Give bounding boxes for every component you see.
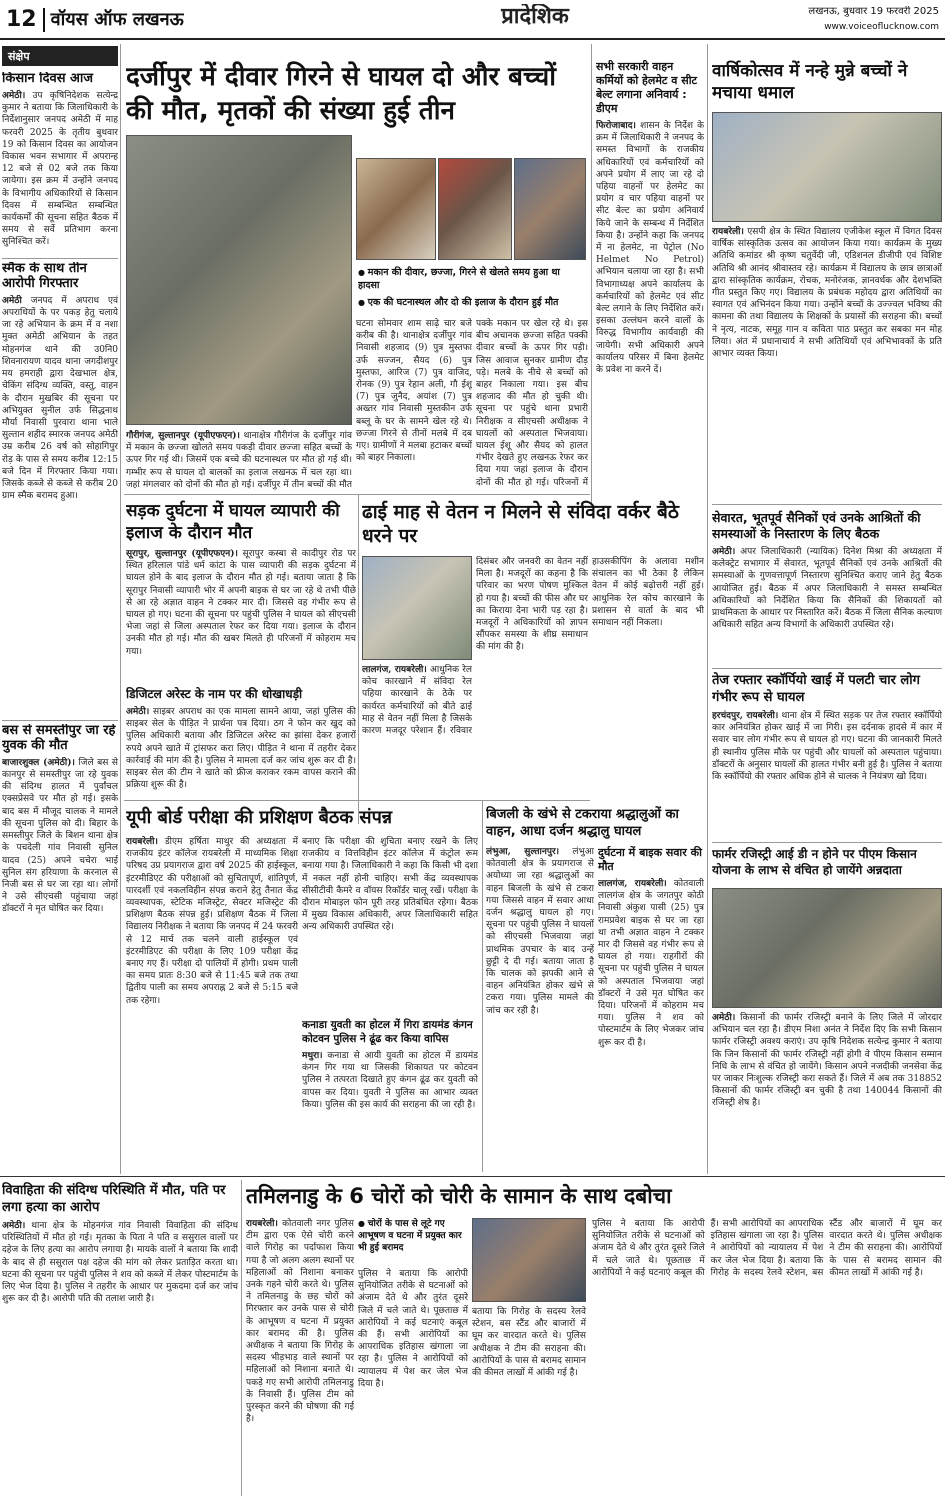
masthead: [0, 0, 945, 40]
farmer-body-box: [712, 1012, 942, 1172]
salary-body-box-2: [476, 556, 588, 736]
function-headline-box: [712, 60, 942, 104]
bike-headline: दुर्घटना में बाइक सवार की मौत: [598, 846, 702, 873]
tamil-bullet-box: [358, 1218, 468, 1254]
lead-bullets: [358, 266, 584, 309]
masthead-divider: [43, 8, 45, 32]
salary-body-1: लालगंज, रायबरेली। आधुनिक रेल कोच कारखाने में संविदा रेल पहिया कारखाने के ठेके पर कार्यरत कर्मचारियों को बीते ढाई माह से वेतन नहीं मिला है जिसके कारण मजदूर परेशान हैं। रविवार: [362, 665, 472, 736]
dowry-body: अमेठी। थाना क्षेत्र के मोहनगंज गांव निवासी विवाहिता की संदिग्ध परिस्थितियों में मौत हो गई। मृतका के पिता ने पति व ससुराल वालों पर दहेज के लिए हत्या का आरोप लगाया है। मायके वालों ने बताया कि शादी के बाद से ही ससुराल पक्ष दहेज की मांग को लेकर प्रताड़ित करता था। घटना की सूचना पर पहुंची पुलिस ने शव को कब्जे में लेकर पोस्टमार्टम के लिए भेज दिया है। पुलिस ने तहरीर के आधार पर मुकदमा दर्ज कर जांच शुरू कर दी है। आरोपी पति की तलाश जारी है।: [2, 1221, 238, 1305]
veterans-headline: सेवारत, भूतपूर्व सैनिकों एवं उनके आश्रितों की समस्याओं के निस्तारण के लिए बैठक: [712, 510, 921, 541]
lead-body-1: गौरीगंज, सुल्तानपुर (यूपीएफएन)। थानाक्षेत्र गौरीगंज के दर्जीपुर गांव में मकान के छज्जा खोलते समय पकड़ी दीवार छज्जा सहित बच्चों के ऊपर गिर गई थी। जिसमें एक बच्चे की घटनास्थल पर मौत हो गई थी। गम्भीर रूप से घायल दो बालकों का इलाज लखनऊ में चल रहा था। जहां मंगलवार को दोनों की मौत हो गई। दर्जीपुर में तीन बच्चों की मौत: [126, 431, 352, 490]
upboard-headline: यूपी बोर्ड परीक्षा की प्रशिक्षण बैठक संपन्न: [126, 807, 393, 828]
divider: [712, 842, 942, 843]
scorpio-story: [712, 672, 942, 835]
farmer-headline-box: [712, 846, 942, 878]
lead-column-1: [126, 430, 352, 490]
column-rule: [482, 800, 483, 1172]
tamil-headline: तमिलनाडु के 6 चोरों को चोरी के सामान के साथ दबोचा: [246, 1184, 672, 1208]
column-rule: [591, 44, 592, 504]
salary-photo: [362, 556, 472, 660]
divider: [712, 504, 942, 505]
kotwan-body: मथुरा। कनाडा से आयी युवती का होटल में डायमंड कंगन गिर गया था जिसकी शिकायत पर कोटवन पुलिस ने तत्परता दिखाते हुए कंगन ढूंढ कर युवती को वापस कर दिया। युवती ने पुलिस का आभार व्यक्त किया। पुलिस की इस कार्य की सराहना की जा रही है।: [302, 1051, 478, 1110]
pole-headline: बिजली के खंभे से टकराया श्रद्धालुओं का वाहन, आधा दर्जन श्रद्धालु घायल: [486, 807, 679, 839]
tamil-body-box-3: [472, 1306, 586, 1494]
tamil-headline-box: [246, 1182, 942, 1210]
dowry-story: [2, 1182, 238, 1490]
section-label: [470, 4, 600, 36]
lead-column-2: [356, 318, 472, 488]
kotwan-story: [302, 1018, 478, 1158]
child-photo-3: [514, 158, 586, 260]
tamil-body-box-1: [246, 1218, 354, 1494]
column-rule: [707, 44, 708, 1174]
dateline: लखनऊ, बुधवार 19 फरवरी 2025: [808, 6, 939, 17]
lead-body-2: घटना सोमवार शाम साढ़े चार बजे करीब की है। थानाक्षेत्र दर्जीपुर गांव निवासी शहजाद (9) पुत्र मुस्तफा उर्फ सज्जन, सैयद (6) पुत्र मुस्तफा, आरिज (7) पुत्र वाजिद, रोनक (9) पुत्र रेहान अली, गौ ईशू (7) पुत्र जुनैद, अयांश (7) पुत्र अख्तर गांव निवासी मुस्तकीन उर्फ बब्लू के घर के सामने खेल रहे थे। छज्जा गिरने से तीनों मलबे में दब गए। ग्रामीणों ने मलबा हटाकर बच्चों को बाहर निकाला।: [356, 319, 472, 464]
brief-body: अमेठी। उप कृषिनिदेशक सत्येन्द्र कुमार ने बताया कि जिलाधिकारी के निर्देशानुसार जनपद अमेठी में माह फरवरी 2025 के तृतीय बुधवार 19 को किसान दिवस का आयोजन विकास भवन सभागार में अपरान्ह 12 बजे से 02 बजे तक किया जायेगा। इस क्रम में उन्होंने जनपद के विभागीय अधिकारियों से किसान दिवस में सम्बन्धित सम्बन्धित कार्यकर्मों की सूचना सहित बैठक में समय से सर्वे प्रतिभाग करना सुनिश्चित करें।: [2, 90, 118, 248]
scorpio-headline: तेज रफ्तार स्कॉर्पियो खाई में पलटी चार लोग गंभीर रूप से घायल: [712, 673, 920, 705]
helmet-headline: सभी सरकारी वाहन कर्मियों को हेलमेट व सीट बेल्ट लगाना अनिवार्य : डीएम: [596, 60, 698, 115]
digital-headline: डिजिटल अरेस्ट के नाम पर की धोखाधड़ी: [126, 687, 303, 701]
divider: [124, 800, 590, 801]
digital-body: अमेठी। साइबर अपराध का एक मामला सामने आया, जहां पुलिस की साइबर सेल के पीड़ित ने प्रार्थना पत्र दिया। ठग ने फोन कर खुद को पुलिस अधिकारी बताया और डिजिटल अरेस्ट का झांसा देकर हजारों रुपये अपने खाते में ट्रांसफर करा लिए। पीड़ित ने थाना में तहरीर देकर कार्रवाई की मांग की है। पुलिस ने मामला दर्ज कर जांच शुरू कर दी है। साइबर सेल की टीम ने खाते को फ्रीज कराकर रकम वापस कराने की प्रक्रिया शुरू की है।: [126, 707, 356, 791]
divider: [712, 668, 942, 669]
salary-body-3: हाउसकीपिंग के अलावा मशीन संचालन का भी ठेका है लेकिन वेतन में कोई बढ़ोत्तरी नहीं हुई। आधुनिक रेल कोच कारखाने के प्रशासन से वार्ता के बाद भी समाधान नहीं निकला।: [592, 557, 704, 629]
tamil-bullet: ● चोरों के पास से लूटे गए आभूषण व घटना में प्रयुक्त कार भी हुई बरामद: [358, 1218, 468, 1254]
column-rule: [358, 494, 359, 824]
website: www.voiceoflucknow.com: [824, 21, 939, 32]
brief-kisan: [2, 72, 118, 270]
function-body-box: [712, 226, 942, 498]
accident-headline: सड़क दुर्घटना में घायल व्यापारी की इलाज के दौरान मौत: [126, 501, 340, 543]
bike-body: लालगंज, रायबरेली। कोतवाली लालगंज क्षेत्र के जगतपुर कोठी निवासी अंकुश पासी (25) पुत्र रामप्रवेश बाइक से घर जा रहा था तभी अज्ञात वाहन ने टक्कर मार दी जिससे वह गंभीर रूप से घायल हो गया। राहगीरों की सूचना पर पहुंची पुलिस ने घायल को अस्पताल भिजवाया जहां डॉक्टरों ने उसे मृत घोषित कर दिया। परिजनों में कोहराम मच गया। पुलिस ने शव को पोस्टमार्टम के लिए भेजकर जांच शुरू कर दी है।: [598, 879, 704, 1048]
farmer-body: अमेठी। किसानों की फार्मर रजिस्ट्री बनाने के लिए जिले में जोरदार अभियान चल रहा है। डीएम निशा अनंत ने निर्देश दिए कि सभी किसान फार्मर रजिस्ट्री अवश्य कराएं। उप कृषि निदेशक सत्येन्द्र कुमार ने बताया कि जिन किसानों की फार्मर रजिस्ट्री नहीं होगी वे पीएम किसान सम्मान निधि के लाभ से वंचित हो जायेंगे। किसान अपने नजदीकी जनसेवा केंद्र पर जाकर निःशुल्क रजिस्ट्री करा सकते हैं। जिले में अब तक 318852 किसानों की फार्मर रजिस्ट्री बन चुकी है तथा 140044 किसानों की रजिस्ट्री शेष है।: [712, 1013, 942, 1109]
brief-body: अमेठी जनपद में अपराध एवं अपराधियों के पर पकड़ हेतु चलाये जा रहे अभियान के क्रम में व नशा मुक्त अमेठी अभियान के तहत मोहनगंज थाने की उ0नि0 शिवनारायण यादव थाना जगदीशपुर मय हमराही द्वारा देखभाल क्षेत्र, चेकिंग संदिग्ध व्यक्ति, वस्तु, वाहन के दौरान मुखबिर की सूचना पर अभियुक्त सुनील उर्फ सिद्धनाथ मौर्या निवासी पुरवारा थाना भाले सुल्तान शहीद स्मारक जनपद अमेठी उम्र करीब 26 वर्ष को सोहागिपुर रोड़ के पास से समय करीब 12:15 बजे दिन में गिरफ्तार किया गया। जिसके कब्जे से कब्जे से करीब 20 ग्राम स्मैक बरामद हुआ।: [2, 295, 118, 502]
column-rule: [120, 44, 121, 1174]
lead-bullet-2: ● एक की घटनास्थल और दो की इलाज के दौरान हुई मौत: [358, 296, 584, 309]
helmet-story: [596, 60, 704, 540]
farmer-photo: [712, 888, 942, 1008]
paper-name: वॉयस ऑफ लखनऊ: [50, 8, 184, 30]
child-photo-1: [356, 158, 436, 260]
tamil-photo: [472, 1218, 586, 1302]
lead-headline-text: दर्जीपुर में दीवार गिरने से घायल दो और बच्चों की मौत, मृतकों की संख्या हुई तीन: [126, 62, 557, 126]
tamil-body-2: पुलिस ने बताया कि आरोपी सुनियोजित तरीके से घटनाओं को अंजाम देते थे और तुरंत दूसरे जिले में चले जाते थे। पूछताछ में आरोपियों ने कई घटनाएं कबूल की हैं। सभी आरोपियों का आपराधिक इतिहास खंगाला जा रहा है। पुलिस ने आरोपियों को न्यायालय में पेश कर जेल भेज दिया है।: [358, 1269, 468, 1389]
lead-body-3: पक्के मकान पर खेल रहे थे। इस बीच अचानक छज्जा सहित पक्की दीवार बच्चों के ऊपर गिर पड़ी। जिस आवाज सुनकर ग्रामीण दौड़ पड़े। मलबे के नीचे से बच्चों को बाहर निकाला गया। इस बीच शहजाद की मौत हो चुकी थी। सूचना पर पहुंचे थाना प्रभारी निरीक्षक व सीएचसी अधीक्षक ने घायलों को अस्पताल भिजवाया। घायल ईशू और सैयद को हालत गंभीर देखते हुए लखनऊ रेफर कर दिया गया जहां इलाज के दौरान दोनों की मौत हो गई। परिजनों में: [476, 319, 588, 488]
veterans-story: [712, 510, 942, 658]
divider: [124, 494, 590, 495]
salary-body-2: दिसंबर और जनवरी का वेतन नहीं मिला है। मजदूरों का कहना है कि परिवार का भरण पोषण मुश्किल हो गया है। बच्चों की फीस और घर का किराया देना भारी पड़ रहा है। मजदूरों ने अधिकारियों को ज्ञापन सौंपकर समस्या के शीघ्र समाधान की मांग की है।: [476, 557, 588, 653]
upboard-body-box-2: [302, 836, 478, 1014]
pole-body: लंभुआ, सुल्तानपुर। लंभुआ कोतवाली क्षेत्र के प्रयागराज से अयोध्या जा रहा श्रद्धालुओं का वाहन बिजली के खंभे से टकरा गया जिससे वाहन में सवार आधा दर्जन श्रद्धालु घायल हो गए। सूचना पर पहुंची पुलिस ने घायलों को सीएचसी भिजवाया जहां प्राथमिक उपचार के बाद उन्हें छुट्टी दे दी गई। बताया जाता है कि चालक को झपकी आने से वाहन अनियंत्रित होकर खंभे से टकरा गया। पुलिस मामले की जांच कर रही है।: [486, 847, 594, 1016]
salary-body-box-3: [592, 556, 704, 736]
lead-bullet-1: ● मकान की दीवार, छज्जा, गिरने से खेलते समय हुआ था हादसा: [358, 266, 584, 292]
function-headline: वार्षिकोत्सव में नन्हे मुन्ने बच्चों ने मचाया धमाल: [712, 61, 908, 103]
lead-headline: [126, 60, 586, 128]
section-name: प्रादेशिक: [501, 4, 569, 29]
upboard-body-box-1: [126, 836, 298, 1166]
brief-headline: स्मैक के साथ तीन आरोपी गिरफ्तार: [2, 262, 87, 291]
masthead-left: [6, 6, 184, 34]
child-photo-2: [438, 158, 512, 260]
divider: [2, 720, 118, 721]
digital-story: [126, 686, 356, 812]
page-number: 12: [6, 7, 37, 33]
lead-column-3: [476, 318, 588, 488]
kotwan-headline: कनाडा युवती का होटल में गिरा डायमंड कंगन कोटवन पुलिस ने ढूंढ कर किया वापिस: [302, 1019, 473, 1045]
tamil-body-box-4: [592, 1218, 942, 1494]
upboard-body-2: बनाए कि परीक्षा की शुचिता बनाए रखने के लिए राजकीय व वित्तविहीन इंटर कॉलेज में कंट्रोल रूम बनाया गया है। जिलाधिकारी ने कहा कि किसी भी दशा में नकल नहीं होनी चाहिए। सभी केंद्र व्यवस्थापक सीसीटीवी कैमरे व वॉयस रिकॉर्डर चालू रखें। परीक्षा के दौरान मोबाइल फोन पूरी तरह प्रतिबंधित रहेगा। बैठक में मुख्य विकास अधिकारी, अपर जिलाधिकारी सहित अन्य अधिकारी उपस्थित रहे।: [302, 837, 478, 933]
farmer-headline: फार्मर रजिस्ट्री आई डी न होने पर पीएम किसान योजना के लाभ से वंचित हो जायेंगे अन्नदाता: [712, 847, 917, 877]
upboard-body: रायबरेली। डीएम हर्षिता माथुर की अध्यक्षता में राजकीय इंटर कॉलेज रायबरेली में माध्यमिक शिक्षा परिषद उप्र प्रयागराज द्वारा वर्ष 2025 की हाईस्कूल, इंटरमीडिएट की परीक्षाओं को सुचितापूर्ण, शांतिपूर्ण, पारदर्शी एवं नकलविहीन संपन्न कराने हेतु तैनात केंद्र व्यवस्थापक, स्टेटिक मजिस्ट्रेट, सेक्टर मजिस्ट्रेट की प्रशिक्षण बैठक संपन्न हुई। प्रशिक्षण बैठक में जिला विद्यालय निरीक्षक ने बताया कि जनपद में 24 फरवरी से 12 मार्च तक चलने वाली हाईस्कूल एवं इंटरमीडिएट की परीक्षा के लिए 109 परीक्षा केंद्र बनाए गए हैं। परीक्षा दो पालियों में होगी। प्रथम पाली का समय प्रातः 8:30 बजे से 11:45 बजे तक तथा द्वितीय पाली का समय अपराह्न 2 बजे से 5:15 बजे तक रहेगा।: [126, 837, 298, 1006]
tamil-body-4: पुलिस ने बताया कि आरोपी सुनियोजित तरीके से घटनाओं को अंजाम देते थे और तुरंत दूसरे जिले में चले जाते थे। पूछताछ में आरोपियों ने कई घटनाएं कबूल की हैं। सभी आरोपियों का आपराधिक इतिहास खंगाला जा रहा है। पुलिस ने आरोपियों को न्यायालय में पेश कर जेल भेज दिया है। बताया कि गिरोह के सदस्य रेलवे स्टेशन, बस स्टैंड और बाजारों में घूम कर वारदात करते थे। पुलिस अधीक्षक ने टीम की सराहना की। आरोपियों के पास से बरामद सामान की कीमत लाखों में आंकी गई है।: [592, 1219, 942, 1278]
brief-headline: किसान दिवस आज: [2, 72, 93, 86]
brief-smack: [2, 262, 118, 730]
function-body: रायबरेली। एसपी क्षेत्र के स्थित विद्यालय एजीकेश स्कूल में विगत दिवस वार्षिक सांस्कृतिक उत्सव का आयोजन किया गया। कार्यक्रम के मुख्य अतिथि कमांडर श्री कृष्ण चतुर्वेदी जी, एडिशनल डीजीपी एवं विशिष्ट अतिथि श्री आनंद श्रीवास्तव रहे। कार्यक्रम में विद्यालय के छात्र छात्राओं द्वारा सांस्कृतिक कार्यक्रम, रोचक, मनोरंजक, ज्ञानवर्धक और देशभक्ति गीत प्रस्तुत किए गए। विद्यालय के प्रबंधक महोदय द्वारा अतिथियों का स्वागत एवं अभिनंदन किया गया। उन्होंने बच्चों के उज्ज्वल भविष्य की कामना की तथा विद्यालय के शिक्षकों के प्रयासों की सराहना की। बच्चों ने नृत्य, नाटक, समूह गान व कविता पाठ प्रस्तुत कर सबका मन मोह लिया। अंत में प्रधानाचार्य ने सभी अतिथियों एवं अभिभावकों के प्रति आभार व्यक्त किया।: [712, 227, 942, 360]
scorpio-body: हरचंदपुर, रायबरेली। थाना क्षेत्र में स्थित सड़क पर तेज रफ्तार स्कॉर्पियो कार अनियंत्रित होकर खाई में जा गिरी। इस दर्दनाक हादसे में कार में सवार चार लोग गंभीर रूप से घायल हो गए। घटना की जानकारी मिलते ही स्थानीय पुलिस मौके पर पहुंची और घायलों को अस्पताल पहुंचाया। डॉक्टरों के अनुसार घायलों की हालत गंभीर बनी हुई है। पुलिस ने बताया कि स्कॉर्पियो की रफ्तार अधिक होने से चालक ने नियंत्रण खो दिया।: [712, 711, 942, 783]
bike-story: [598, 846, 704, 1168]
salary-body-box-1: [362, 664, 472, 736]
brief-headline: बस से समस्तीपुर जा रहे युवक की मौत: [2, 724, 116, 753]
accident-story: [126, 500, 356, 678]
function-photo: [712, 112, 942, 222]
tamil-body-box-2: [358, 1268, 468, 1494]
veterans-body: अमेठी। अपर जिलाधिकारी (न्यायिक) दिनेश मिश्रा की अध्यक्षता में कलेक्ट्रेट सभागार में सेवारत, भूतपूर्व सैनिकों एवं उनके आश्रितों की समस्याओं के गुणवत्तापूर्ण निस्तारण सुनिश्चित कराए जाने हेतु बैठक आयोजित हुई। बैठक में अपर जिलाधिकारी ने समस्त सम्बन्धित अधिकारियों को निर्देशित किया कि सैनिकों की शिकायतों को प्राथमिकता के आधार पर निस्तारित करें। बैठक में जिला सैनिक कल्याण अधिकारी सहित अन्य विभागों के अधिकारी उपस्थित रहे।: [712, 547, 942, 631]
salary-headline-box: [362, 500, 704, 548]
pole-headline-box: [486, 806, 704, 840]
pole-body-box: [486, 846, 594, 1170]
sidebar-label: संक्षेप: [2, 46, 118, 66]
masthead-right: [739, 6, 939, 32]
brief-body: बाजारशुक्ल (अमेठी)। जिले बस से कानपुर से समस्तीपुर जा रहे युवक की संदिग्ध हालत में पुर्वांचल एक्सप्रेसवे पर मौत हो गई। इसके बाद बस में मौजूद चालक ने मामले की सूचना पुलिस को दी। बिहार के समस्तीपुर जिले के बिशन थाना क्षेत्र के पचदेली गांव निवासी सुनिल यादव (25) अपने चचेरा भाई सुनिल संग हरियाणा के करनाल से निजी बस से घर जा रहा था। लोगों ने उसे सीएचसी पहुंचाया जहां डॉक्टरों ने मृत घोषित कर दिया।: [2, 757, 118, 915]
divider: [2, 258, 118, 259]
column-rule: [241, 1180, 242, 1496]
salary-headline: ढाई माह से वेतन न मिलने से संविदा वर्कर बैठे धरने पर: [362, 501, 679, 547]
divider: [0, 1176, 945, 1177]
tamil-body: रायबरेली। कोतवाली नगर पुलिस टीम द्वारा एक ऐसे चोरी करने वाले गिरोह का पर्दाफाश किया गया है जो अलग अलग स्थानों पर महिलाओं को निशाना बनाकर उनके गहने चोरी करते थे। पुलिस ने तमिलनाडु के छह चोरों को गिरफ्तार कर उनके पास से चोरी के आभूषण व घटना में प्रयुक्त कार बरामद की है। पुलिस अधीक्षक ने बताया कि गिरोह के सदस्य भीड़भाड़ वाले स्थानों पर महिलाओं को निशाना बनाते थे। पकड़े गए सभी आरोपी तमिलनाडु के निवासी हैं। पुलिस टीम को पुरस्कृत करने की घोषणा की गई है।: [246, 1219, 354, 1425]
lead-photo-crowd: [126, 135, 352, 425]
accident-body: सूरापुर, सुल्तानपुर (यूपीएफएन)। सूरापुर कस्बा से कादीपुर रोड पर स्थित हरिलाल पांडे धर्म कांटा के पास व्यापारी की सड़क दुर्घटना में घायल होने के बाद इलाज के दौरान मौत हो गई। बताया जाता है कि सूरापुर निवासी व्यापारी भोर में अपनी बाइक से घर जा रहे थे तभी पीछे से आ रहे अज्ञात वाहन ने टक्कर मार दी। जिससे वह गंभीर रूप से घायल हो गए। घटना की सूचना पर पहुंची पुलिस ने घायल को सीएचसी भेजा जहां से जिला अस्पताल रेफर कर दिया गया। इलाज के दौरान उनकी मौत हो गई। मौत की खबर मिलते ही परिजनों में कोहराम मच गया।: [126, 549, 356, 657]
dowry-headline: विवाहिता की संदिग्ध परिस्थिति में मौत, पति पर लगा हत्या का आरोप: [2, 1183, 226, 1215]
upboard-headline-box: [126, 806, 480, 830]
helmet-body: फिरोजाबाद। शासन के निर्देश के क्रम में जिलाधिकारी ने जनपद के समस्त विभागों के राजकीय अधिकारियों एवं कर्मचारियों को अपने प्रयोग में लाए जा रहे दो पहिया वाहनों पर हेलमेट का प्रयोग व चार पहिया वाहनों पर सीट बेल्ट का प्रयोग अनिवार्य किये जाने के सम्बन्ध में निर्देशित किया है। उन्होंने कहा कि जनपद में ना हेलमेट, ना पेट्रोल (No Helmet No Petrol) अभियान चलाया जा रहा है। सभी विभागाध्यक्ष अपने कार्यालय के कर्मचारियों को हेलमेट एवं सीट बेल्ट लगाने के लिए निर्देशित करें। इसका उल्लंघन करने वालों के विरुद्ध विभागीय कार्यवाही की जायेगी। सभी अधिकारी अपने कार्यालय परिसर में बिना हेलमेट के प्रवेश ना करने दें।: [596, 121, 704, 376]
brief-bus: [2, 724, 118, 1187]
tamil-body-3: बताया कि गिरोह के सदस्य रेलवे स्टेशन, बस स्टैंड और बाजारों में घूम कर वारदात करते थे। पुलिस अधीक्षक ने टीम की सराहना की। आरोपियों के पास से बरामद सामान की कीमत लाखों में आंकी गई है।: [472, 1307, 586, 1379]
